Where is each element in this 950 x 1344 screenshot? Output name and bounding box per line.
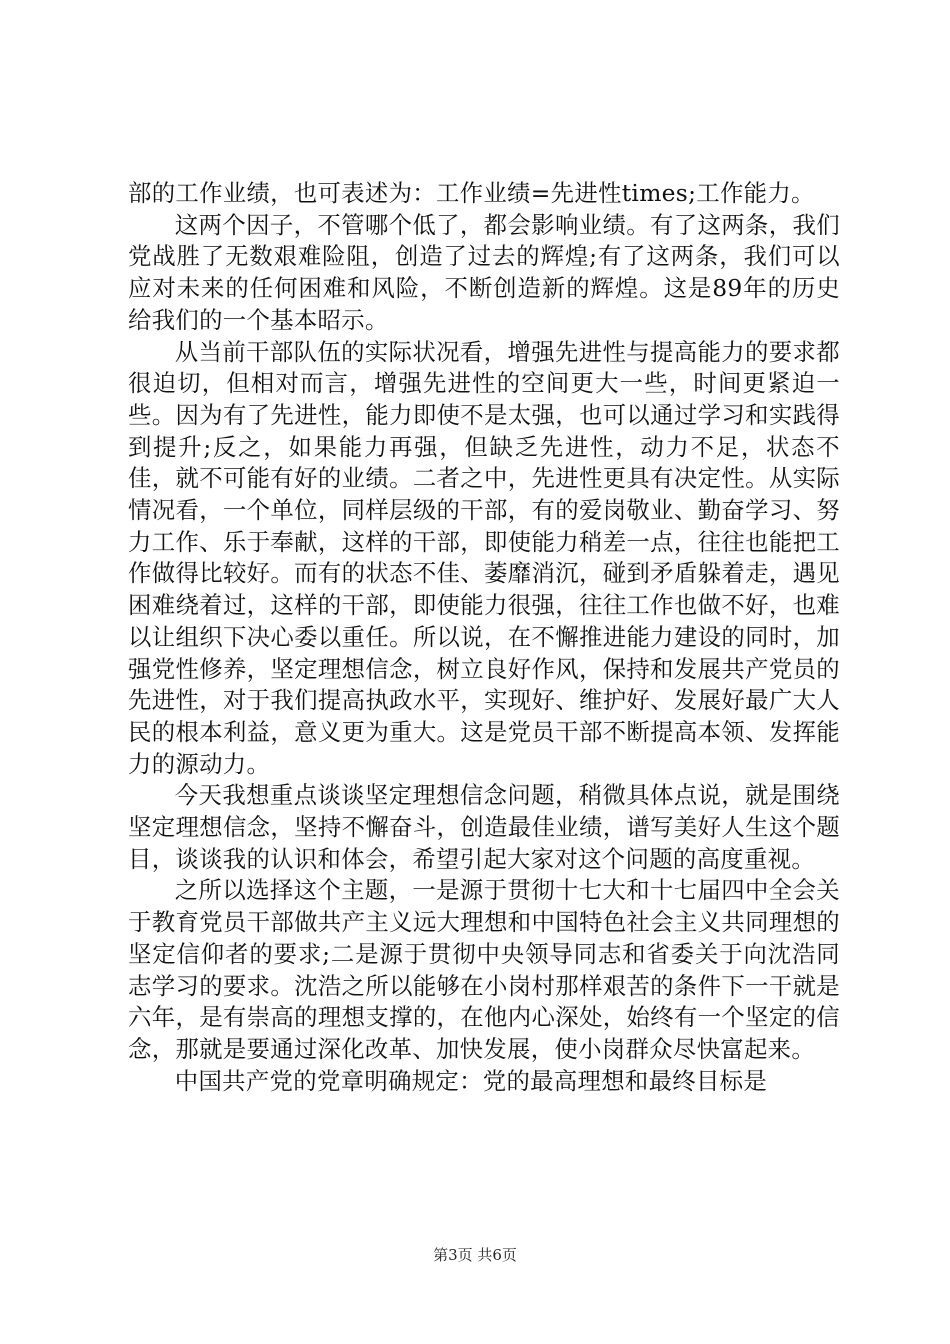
document-body	[128, 178, 840, 1097]
paragraph-4: 今天我想重点谈谈坚定理想信念问题，稍微具体点说，就是围绕坚定理想信念，坚持不懈奋斗，创造最佳业绩，谱写美好人生这个题目，谈谈我的认识和体会，希望引起大家对这个问题的高度重视。	[128, 781, 840, 873]
paragraph-3: 从当前干部队伍的实际状况看，增强先进性与提高能力的要求都很迫切，但相对而言，增强先进性的空间更大一些，时间更紧迫一些。因为有了先进性，能力即使不是太强，也可以通过学习和实践得到提升;反之，如果能力再强，但缺乏先进性，动力不足，状态不佳，就不可能有好的业绩。二者之中，先进性更具有决定性。从实际情况看，一个单位，同样层级的干部，有的爱岗敬业、勤奋学习、努力工作、乐于奉献，这样的干部，即使能力稍差一点，往往也能把工作做得比较好。而有的状态不佳、萎靡消沉，碰到矛盾躲着走，遇见困难绕着过，这样的干部，即使能力很强，往往工作也做不好，也难以让组织下决心委以重任。所以说，在不懈推进能力建设的同时，加强党性修养，坚定理想信念，树立良好作风，保持和发展共产党员的先进性，对于我们提高执政水平，实现好、维护好、发展好最广大人民的根本利益，意义更为重大。这是党员干部不断提高本领、发挥能力的源动力。	[128, 337, 840, 778]
paragraph-6: 中国共产党的党章明确规定：党的最高理想和最终目标是	[174, 1066, 768, 1095]
paragraph-5: 之所以选择这个主题，一是源于贯彻十七大和十七届四中全会关于教育党员干部做共产主义远大理想和中国特色社会主义共同理想的坚定信仰者的要求;二是源于贯彻中央领导同志和省委关于向沈浩同志学习的要求。沈浩之所以能够在小岗村那样艰苦的条件下一干就是六年，是有崇高的理想支撑的，在他内心深处，始终有一个坚定的信念，那就是要通过深化改革、加快发展，使小岗群众尽快富起来。	[128, 876, 840, 1063]
paragraph-1: 部的工作业绩，也可表述为：工作业绩=先进性times;工作能力。	[128, 179, 815, 207]
paragraph-2: 这两个因子，不管哪个低了，都会影响业绩。有了这两条，我们党战胜了无数艰难险阻，创造了过去的辉煌;有了这两条，我们可以应对未来的任何困难和风险，不断创造新的辉煌。这是89年的历史给我们的一个基本昭示。	[128, 210, 840, 334]
page-footer: 第3页 共6页	[433, 1246, 517, 1264]
